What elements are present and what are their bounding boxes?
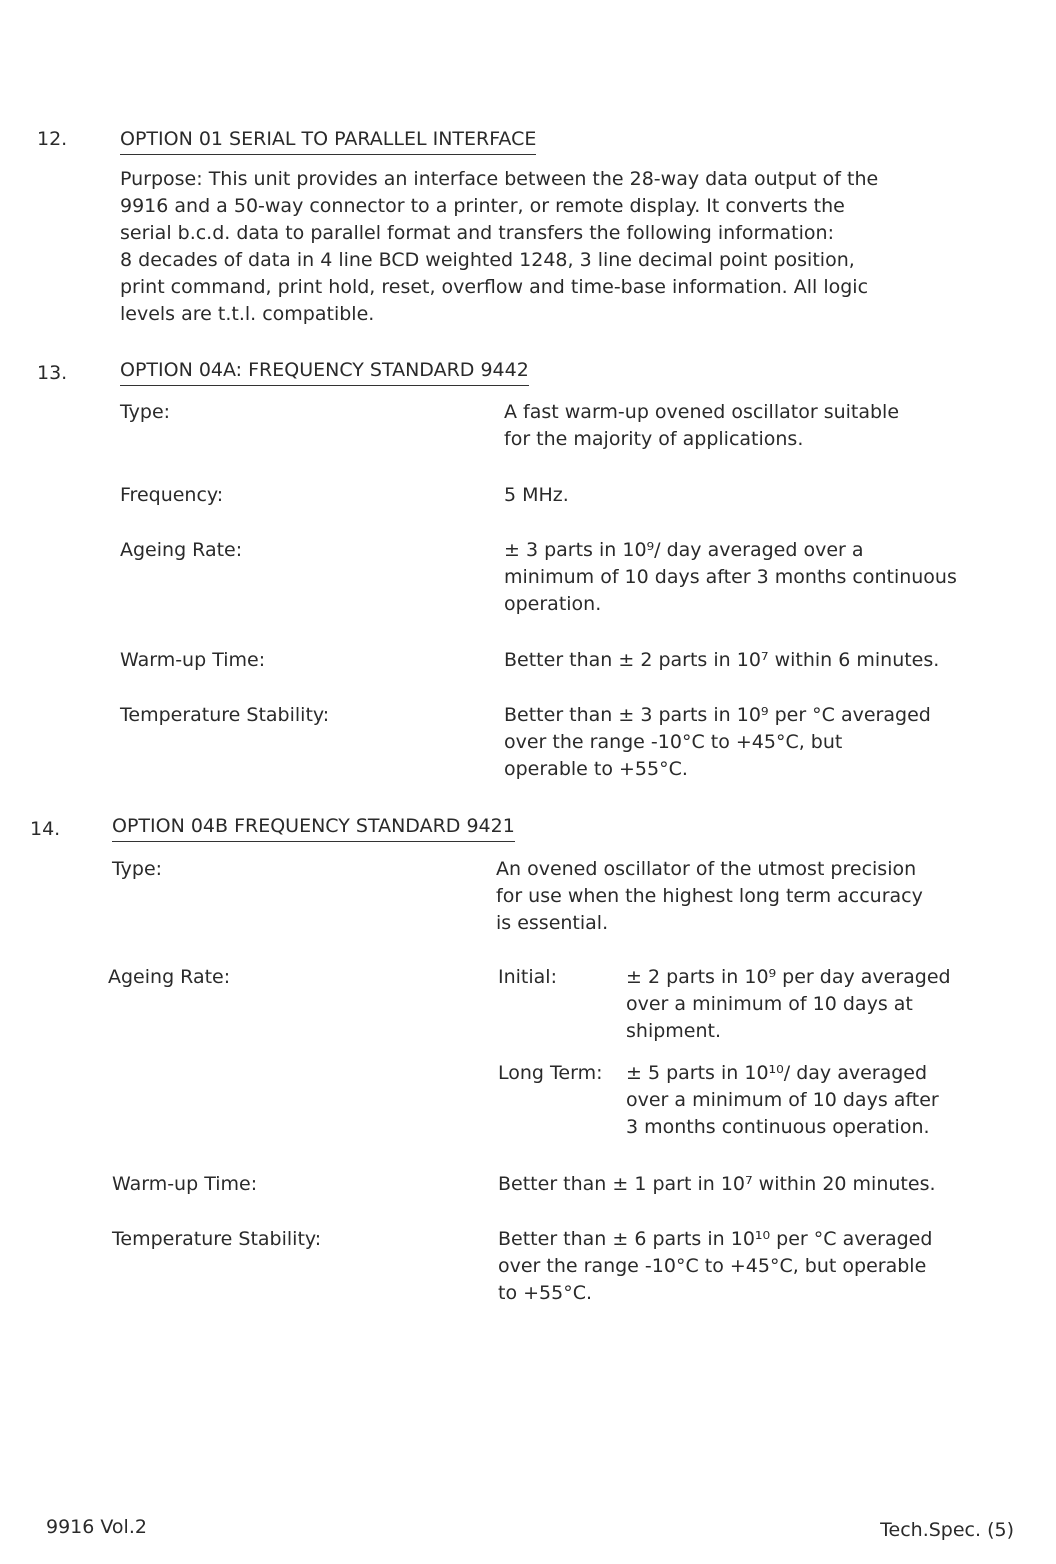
spec-value-type xyxy=(496,856,986,937)
footer-document-ref: 9916 Vol.2 xyxy=(46,1516,147,1538)
spec-value-frequency: 5 MHz. xyxy=(504,484,569,506)
section-number-12: 12. xyxy=(37,128,68,150)
spec-value-temperature-stability xyxy=(498,1226,988,1307)
value-line: to +55°C. xyxy=(498,1282,593,1304)
value-line: over the range -10°C to +45°C, but operable xyxy=(498,1255,927,1277)
value-line: ± 3 parts in 10⁹/ day averaged over a xyxy=(504,539,864,561)
spec-label-warmup-time: Warm-up Time: xyxy=(112,1173,258,1195)
spec-value-warmup-time: Better than ± 1 part in 10⁷ within 20 minutes. xyxy=(498,1173,936,1195)
section-heading-13: OPTION 04A: FREQUENCY STANDARD 9442 xyxy=(120,357,529,386)
spec-label-ageing-rate: Ageing Rate: xyxy=(108,966,231,988)
value-line: operable to +55°C. xyxy=(504,758,688,780)
value-line: 3 months continuous operation. xyxy=(626,1116,930,1138)
spec-label-temperature-stability: Temperature Stability: xyxy=(120,704,330,726)
spec-value-type xyxy=(504,399,994,453)
section-number-13: 13. xyxy=(37,362,68,384)
spec-label-type: Type: xyxy=(112,858,163,880)
spec-label-type: Type: xyxy=(120,401,171,423)
value-line: operation. xyxy=(504,593,602,615)
value-line: over a minimum of 10 days after xyxy=(626,1089,939,1111)
ageing-sub-label-initial: Initial: xyxy=(498,966,557,988)
value-line: for use when the highest long term accuracy xyxy=(496,885,923,907)
body-line: levels are t.t.l. compatible. xyxy=(120,303,375,325)
spec-label-warmup-time: Warm-up Time: xyxy=(120,649,266,671)
ageing-sub-value-long-term xyxy=(626,1060,986,1141)
value-line: An ovened oscillator of the utmost precision xyxy=(496,858,917,880)
body-line: serial b.c.d. data to parallel format and transfers the following information: xyxy=(120,222,834,244)
spec-value-warmup-time: Better than ± 2 parts in 10⁷ within 6 minutes. xyxy=(504,649,940,671)
value-line: over a minimum of 10 days at xyxy=(626,993,913,1015)
body-line: 9916 and a 50-way connector to a printer, or remote display. It converts the xyxy=(120,195,845,217)
value-line: Better than ± 3 parts in 10⁹ per °C averaged xyxy=(504,704,931,726)
section-12-body xyxy=(120,166,1000,328)
body-line: 8 decades of data in 4 line BCD weighted 1248, 3 line decimal point position, xyxy=(120,249,855,271)
spec-label-ageing-rate: Ageing Rate: xyxy=(120,539,243,561)
value-line: minimum of 10 days after 3 months continuous xyxy=(504,566,957,588)
value-line: shipment. xyxy=(626,1020,722,1042)
section-number-14: 14. xyxy=(30,818,61,840)
spec-value-temperature-stability xyxy=(504,702,994,783)
value-line: for the majority of applications. xyxy=(504,428,804,450)
spec-label-temperature-stability: Temperature Stability: xyxy=(112,1228,322,1250)
value-line: over the range -10°C to +45°C, but xyxy=(504,731,843,753)
value-line: is essential. xyxy=(496,912,609,934)
section-heading-14: OPTION 04B FREQUENCY STANDARD 9421 xyxy=(112,813,515,842)
section-heading-12: OPTION 01 SERIAL TO PARALLEL INTERFACE xyxy=(120,126,536,155)
ageing-sub-label-long-term: Long Term: xyxy=(498,1062,603,1084)
value-line: A fast warm-up ovened oscillator suitable xyxy=(504,401,900,423)
ageing-sub-value-initial xyxy=(626,964,986,1045)
body-line: print command, print hold, reset, overflow and time-base information. All logic xyxy=(120,276,869,298)
value-line: Better than ± 6 parts in 10¹⁰ per °C averaged xyxy=(498,1228,933,1250)
spec-value-ageing-rate xyxy=(504,537,994,618)
value-line: ± 5 parts in 10¹⁰/ day averaged xyxy=(626,1062,928,1084)
spec-label-frequency: Frequency: xyxy=(120,484,224,506)
body-line: Purpose: This unit provides an interface between the 28-way data output of the xyxy=(120,168,879,190)
value-line: ± 2 parts in 10⁹ per day averaged xyxy=(626,966,951,988)
footer-page-ref: Tech.Spec. (5) xyxy=(880,1519,1014,1541)
